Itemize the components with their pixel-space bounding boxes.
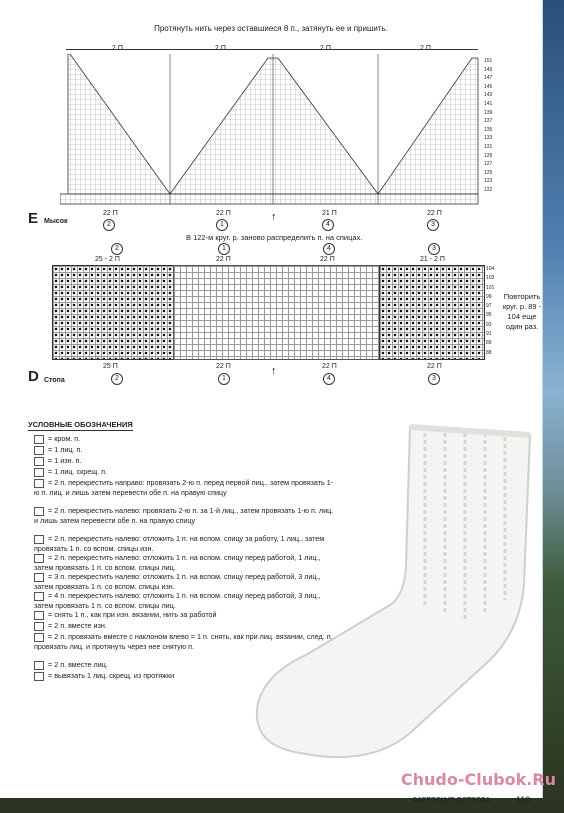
start-arrow-icon: ↑ — [271, 211, 277, 223]
legend-item: = кром. п. — [34, 434, 334, 444]
knit-icon — [34, 446, 44, 455]
edge-stitch-icon — [34, 435, 44, 444]
e-needle-3: 3 — [427, 219, 439, 231]
footer-section: ФАРЕРСКИЕ ОСТРОВА — [412, 797, 491, 804]
e-top-dim-4: 2 П — [420, 45, 431, 52]
ssk-icon — [34, 633, 44, 642]
e-row-151: 151 — [484, 58, 493, 64]
e-row-numbers — [484, 57, 504, 195]
d-row-103: 103 — [486, 275, 495, 282]
purl-two-together-icon — [34, 622, 44, 631]
e-letter: E — [28, 210, 39, 227]
d-top-needle-2: 2 — [111, 243, 123, 255]
d-row-97: 97 — [486, 303, 492, 310]
twisted-knit-icon — [34, 468, 44, 477]
d-top-dim-4: 21 - 2 П — [420, 256, 445, 263]
cable-left-purl-icon — [34, 535, 44, 544]
d-row-104: 104 — [486, 266, 495, 272]
legend-item: = 2 п. вместе лиц. — [34, 660, 334, 670]
legend-item: = 1 изн. п. — [34, 456, 334, 466]
cross-left-icon — [34, 507, 44, 516]
e-row-129: 129 — [484, 152, 493, 159]
d-name: Стопа — [44, 377, 65, 384]
e-row-147: 147 — [484, 75, 493, 82]
legend-item: = снять 1 п., как при изн. вязании, нить за работой — [34, 610, 334, 620]
e-needle-1: 1 — [216, 219, 228, 231]
d-needle-1: 1 — [218, 373, 230, 385]
d-row-101: 101 — [486, 284, 495, 291]
e-row-125: 125 — [484, 169, 493, 176]
legend-item: = вывязать 1 лиц. скрещ. из протяжки — [34, 671, 334, 681]
cross-right-icon — [34, 479, 44, 488]
top-note: Протянуть нить через оставшиеся 8 п., затянуть ее и пришить. — [154, 24, 388, 33]
e-row-135: 135 — [484, 126, 493, 133]
legend-item: = 1 лиц. скрещ. п. — [34, 467, 334, 477]
d-needle-3: 3 — [428, 373, 440, 385]
e-row-133: 133 — [484, 135, 493, 142]
e-row-139: 139 — [484, 109, 493, 116]
d-row-93: 93 — [486, 321, 492, 328]
legend-item: = 2 п. перекрестить направо: провязать 2-ю п. перед первой лиц., затем провязать 1-ю п. лиц. и лишь затем перевести обе п. на правую спицу — [34, 478, 334, 497]
d-top-dim-3: 22 П — [320, 256, 335, 263]
d-row-91: 91 — [486, 331, 492, 338]
d-row-99: 99 — [486, 293, 492, 300]
cable-4-icon — [34, 592, 44, 601]
e-row-131: 131 — [484, 143, 493, 150]
redistribute-note: В 122-м круг. р. заново распределить п. на спицах. — [186, 233, 363, 242]
e-row-143: 143 — [484, 92, 493, 99]
e-bottom-dim-1: 22 П — [103, 210, 118, 217]
d-bottom-dim-4: 22 П — [427, 363, 442, 370]
e-row-137: 137 — [484, 118, 493, 125]
purl-icon — [34, 457, 44, 466]
cable-3-purl-icon — [34, 573, 44, 582]
d-top-needle-1: 1 — [218, 243, 230, 255]
legend-item: = 2 п. перекрестить налево: провязать 2-ю п. за 1-й лиц., затем провязать 1-ю п. лиц. и лишь затем перевести обе п. на правую спицу — [34, 506, 334, 525]
e-bottom-dim-2: 22 П — [216, 210, 231, 217]
d-bottom-dim-2: 22 П — [216, 363, 231, 370]
d-letter: D — [28, 368, 39, 385]
repeat-note: Повторить круг. р. 89 - 104 еще один раз. — [502, 292, 542, 331]
e-row-141: 141 — [484, 100, 493, 107]
legend-item: = 2 п. вместе изн. — [34, 621, 334, 631]
d-bottom-dim-3: 22 П — [322, 363, 337, 370]
sock-photo — [240, 415, 564, 790]
e-bottom-dim-4: 22 П — [427, 210, 442, 217]
make-one-icon — [34, 672, 44, 681]
e-row-145: 145 — [484, 83, 493, 90]
d-needle-4: 4 — [323, 373, 335, 385]
d-bottom-dim-1: 25 П — [103, 363, 118, 370]
e-row-127: 127 — [484, 161, 493, 168]
site-watermark: Chudo-Clubok.Ru — [400, 770, 556, 789]
knit-two-together-icon — [34, 661, 44, 670]
e-top-dim-line — [66, 49, 478, 50]
legend-item: = 2 п. провязать вместе с наклоном влево = 1 п. снять, как при лиц. вязании, след. п. провязать лиц. и протянуть через нее снятую п. — [34, 632, 333, 651]
slip-stitch-icon — [34, 611, 44, 620]
e-name: Мысок — [44, 218, 68, 225]
e-row-122: 122 — [484, 186, 493, 193]
e-top-dim-2: 2 П — [215, 45, 226, 52]
e-top-dim-3: 2 П — [320, 45, 331, 52]
d-top-dim-1: 25 - 2 П — [95, 256, 120, 263]
legend-item: = 1 лиц. п. — [34, 445, 334, 455]
e-top-dim-1: 2 П — [112, 45, 123, 52]
d-needle-2: 2 — [111, 373, 123, 385]
d-start-arrow-icon: ↑ — [271, 365, 277, 377]
d-top-needle-4: 4 — [323, 243, 335, 255]
legend-item: = 3 п. перекрестить налево: отложить 1 п. на вспом. спицу перед работой, 3 лиц., затем провязать 1 п. со вспом. спицы изн. — [34, 572, 321, 591]
cable-left-knit-icon — [34, 554, 44, 563]
d-top-needle-3: 3 — [428, 243, 440, 255]
e-needle-2: 2 — [103, 219, 115, 231]
d-row-89: 89 — [486, 340, 492, 347]
e-row-123: 123 — [484, 178, 493, 185]
d-plain-panel — [173, 265, 380, 360]
e-needle-4: 4 — [322, 219, 334, 231]
d-left-cable-panel — [52, 265, 174, 360]
page-number: 119 — [516, 795, 531, 805]
d-row-88: 88 — [486, 349, 492, 356]
e-bottom-dim-3: 21 П — [322, 210, 337, 217]
legend-item: = 2 п. перекрестить налево: отложить 1 п. на вспом. спицу перед работой, 1 лиц., затем провязать 1 п. со вспом. спицы лиц. — [34, 553, 321, 572]
d-row-95: 95 — [486, 312, 492, 319]
d-right-cable-panel — [379, 265, 485, 360]
legend-title: УСЛОВНЫЕ ОБОЗНАЧЕНИЯ — [28, 420, 133, 429]
legend-item: = 2 п. перекрестить налево: отложить 1 п. на вспом. спицу за работу, 1 лиц., затем провязать 1 п. со вспом. спицы изн. — [34, 534, 325, 553]
legend-item: = 4 п. перекрестить налево: отложить 1 п. на вспом. спицу перед работой, 3 лиц., затем провязать 1 п. со вспом. спицы лиц. — [34, 591, 321, 610]
toe-chart — [60, 54, 486, 206]
e-row-149: 149 — [484, 66, 493, 73]
d-top-dim-2: 22 П — [216, 256, 231, 263]
